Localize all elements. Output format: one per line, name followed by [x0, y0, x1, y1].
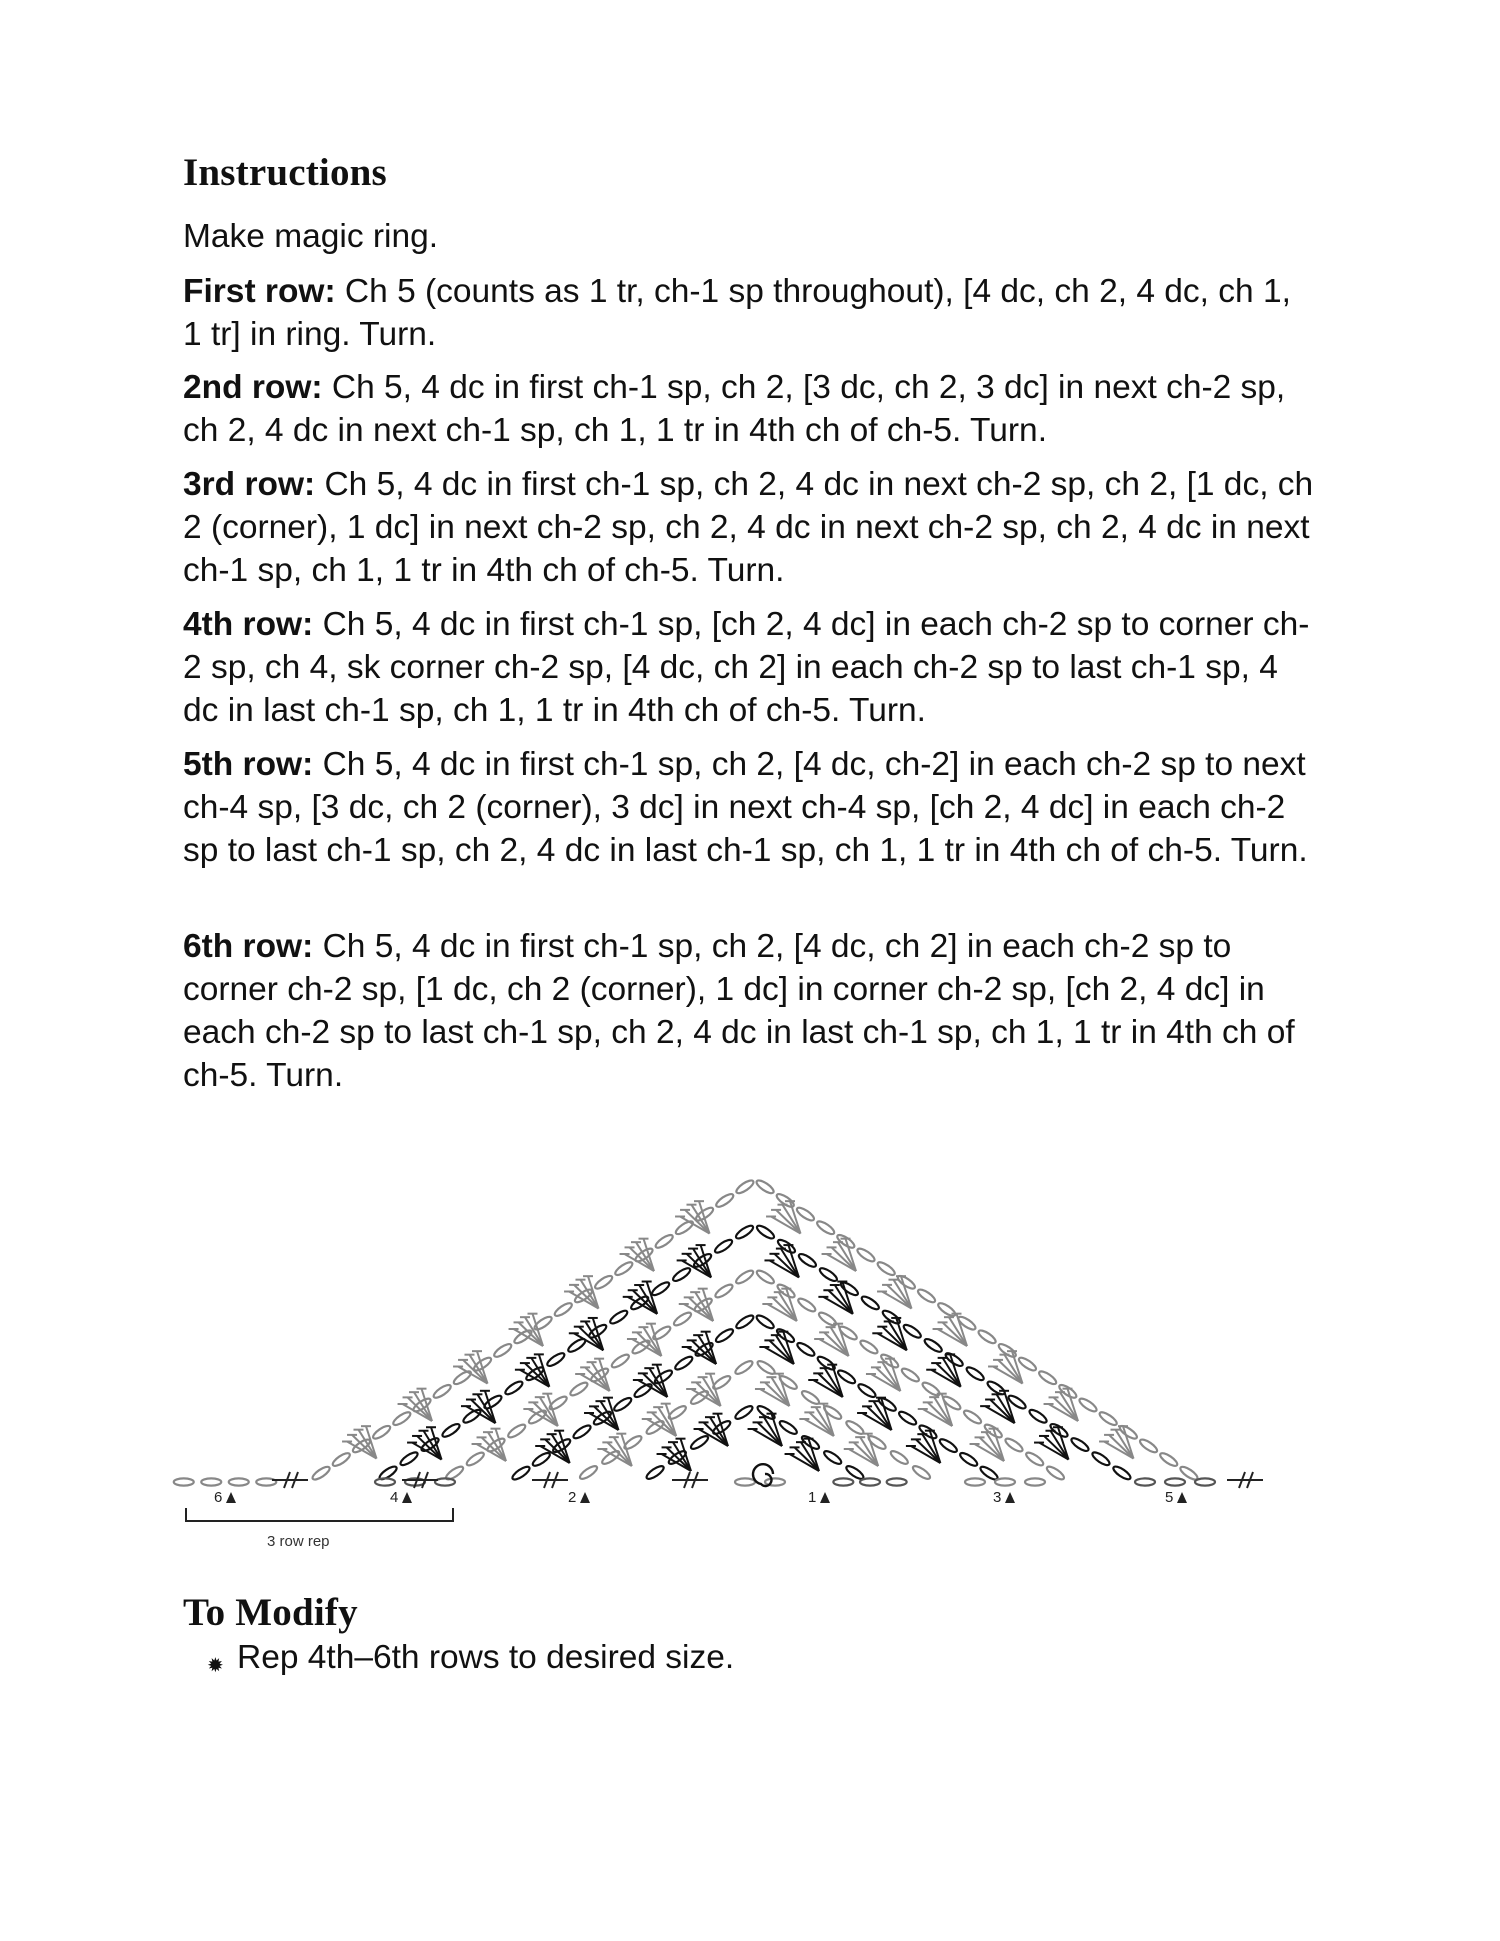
chain-stitch-mark	[833, 1478, 853, 1485]
row-start-arrow-icon	[820, 1492, 830, 1503]
chain-stitch-mark	[399, 1450, 420, 1467]
row-instruction-6	[183, 925, 1318, 1097]
chain-stitch-mark	[633, 1382, 654, 1399]
chain-stitch-mark	[714, 1327, 735, 1344]
chain-stitch-mark	[734, 1268, 755, 1285]
row-start-arrow-icon	[402, 1492, 412, 1503]
chain-stitch-mark	[546, 1351, 567, 1368]
row-start-arrow-icon	[1177, 1492, 1187, 1503]
chain-stitch-mark	[800, 1389, 821, 1406]
chain-stitch-mark	[958, 1451, 979, 1468]
chain-stitch-mark	[432, 1383, 453, 1400]
repeat-label: 3 row rep	[267, 1533, 330, 1550]
chain-stitch-mark	[818, 1266, 839, 1283]
chain-stitch-mark	[755, 1313, 776, 1330]
chain-stitch-mark	[755, 1268, 776, 1285]
chain-stitch-mark	[797, 1252, 818, 1269]
chain-stitch-mark	[671, 1266, 692, 1283]
row-marker-6	[214, 1489, 236, 1506]
chain-stitch-mark	[857, 1382, 878, 1399]
chain-stitch-mark	[902, 1323, 923, 1340]
chain-stitch-mark	[1135, 1478, 1155, 1485]
row-text: Ch 5, 4 dc in first ch-1 sp, ch 2, [4 dc, ch-2] in each ch-2 sp to next ch-4 sp, [3 dc, ch 2 (corner), 3 dc] in next ch-4 sp, [ch 2, 4 dc] in each ch-2 sp to last ch-1 sp, ch 2, 4 dc in last ch-1 sp, ch 1, 1 tr in 4th ch of ch-5. Turn.	[183, 746, 1308, 869]
chain-stitch-mark	[734, 1404, 755, 1421]
row-marker-label: 5	[1165, 1489, 1174, 1506]
chain-stitch-mark	[578, 1464, 599, 1481]
row-label: First row:	[183, 273, 336, 310]
chain-stitch-mark	[569, 1380, 590, 1397]
chain-stitch-mark	[572, 1423, 593, 1440]
row-start-arrow-icon	[580, 1492, 590, 1503]
repeat-bracket	[186, 1508, 453, 1521]
chain-stitch-mark	[1112, 1464, 1133, 1481]
modify-heading: To Modify	[183, 1591, 358, 1634]
row-marker-5	[1165, 1489, 1187, 1506]
chain-stitch-mark	[735, 1178, 756, 1195]
row-text: Ch 5, 4 dc in first ch-1 sp, ch 2, [4 dc, ch 2] in each ch-2 sp to corner ch-2 sp, [1 dc, ch 2 (corner), 1 dc] in corner ch-2 sp, [ch 2, 4 dc] in each ch-2 sp to last ch-1 sp, ch 2, 4 dc in last ch-1 sp, ch 1, 1 tr in 4th ch of ch-5. Turn.	[183, 928, 1295, 1094]
chain-stitch-mark	[714, 1282, 735, 1299]
chain-stitch-mark	[1195, 1478, 1215, 1485]
chain-stitch-mark	[608, 1309, 629, 1326]
chain-stitch-mark	[918, 1423, 939, 1440]
chain-stitch-mark	[897, 1410, 918, 1427]
chain-stitch-mark	[311, 1465, 332, 1482]
row-instruction-5	[183, 743, 1318, 872]
chain-stitch-mark	[714, 1192, 735, 1209]
chain-stitch-mark	[962, 1408, 983, 1425]
chain-stitch-mark	[1024, 1450, 1045, 1467]
chain-stitch-mark	[756, 1359, 777, 1376]
chain-stitch-mark	[689, 1434, 710, 1451]
row-start-arrow-icon	[226, 1492, 236, 1503]
row-instruction-3	[183, 463, 1318, 592]
chain-stitch-mark	[822, 1449, 843, 1466]
row-label: 2nd row:	[183, 369, 323, 406]
chain-stitch-mark	[977, 1328, 998, 1345]
chain-stitch-mark	[938, 1437, 959, 1454]
chain-stitch-mark	[776, 1238, 797, 1255]
chain-stitch-mark	[1070, 1436, 1091, 1453]
chain-stitch-mark	[375, 1478, 395, 1485]
chain-stitch-mark	[1037, 1369, 1058, 1386]
chain-stitch-mark	[511, 1465, 532, 1482]
row-marker-label: 4	[390, 1489, 399, 1506]
chain-stitch-mark	[492, 1342, 513, 1359]
chain-stitch-mark	[1045, 1464, 1066, 1481]
chain-stitch-mark	[1078, 1396, 1099, 1413]
chain-stitch-mark	[1098, 1410, 1119, 1427]
chain-stitch-mark	[900, 1366, 921, 1383]
chain-stitch-mark	[672, 1310, 693, 1327]
chain-stitch-mark	[1158, 1451, 1179, 1468]
chain-stitch-mark	[593, 1274, 614, 1291]
modify-list	[207, 1636, 734, 1679]
chain-stitch-mark	[778, 1419, 799, 1436]
chain-stitch-mark	[889, 1449, 910, 1466]
chain-stitch-mark	[734, 1359, 755, 1376]
row-marker-label: 3	[993, 1489, 1002, 1506]
chain-stitch-mark	[673, 1355, 694, 1372]
chain-stitch-mark	[911, 1464, 932, 1481]
chain-stitch-mark	[392, 1410, 413, 1427]
row-text: Ch 5 (counts as 1 tr, ch-1 sp throughout), [4 dc, ch 2, 4 dc, ch 1, 1 tr] in ring. Turn.	[183, 273, 1291, 353]
chain-stitch-mark	[796, 1296, 817, 1313]
row-marker-label: 2	[568, 1489, 577, 1506]
chain-stitch-mark	[1028, 1408, 1049, 1425]
chain-stitch-mark	[614, 1260, 635, 1277]
list-item	[207, 1636, 734, 1679]
chain-stitch-mark	[201, 1478, 221, 1485]
row-label: 4th row:	[183, 606, 314, 643]
chain-stitch-mark	[735, 1478, 755, 1485]
row-marker-4	[390, 1489, 412, 1506]
chain-stitch-mark	[1004, 1436, 1025, 1453]
chain-stitch-mark	[735, 1313, 756, 1330]
row-marker-label: 1	[808, 1489, 817, 1506]
row-instruction-1	[183, 270, 1318, 356]
chain-stitch-mark	[916, 1287, 937, 1304]
chain-stitch-mark	[795, 1206, 816, 1223]
stitch-art	[174, 1178, 1263, 1488]
list-item-text: Rep 4th–6th rows to desired size.	[237, 1639, 735, 1676]
chain-stitch-mark	[860, 1294, 881, 1311]
chain-stitch-mark	[674, 1219, 695, 1236]
chain-stitch-mark	[796, 1341, 817, 1358]
chain-stitch-mark	[859, 1338, 880, 1355]
chain-stitch-mark	[921, 1380, 942, 1397]
chain-stitch-mark	[612, 1396, 633, 1413]
row-instruction-2	[183, 366, 1318, 452]
chain-stitch-mark	[465, 1450, 486, 1467]
chain-stitch-mark	[1091, 1450, 1112, 1467]
chain-stitch-mark	[817, 1310, 838, 1327]
row-text: Ch 5, 4 dc in first ch-1 sp, ch 2, 4 dc in next ch-2 sp, ch 2, [1 dc, ch 2 (corner), 1 dc] in next ch-2 sp, ch 2, 4 dc in next ch-2 sp, ch 2, 4 dc in next ch-1 sp, ch 1, 1 tr in 4th ch of ch-5. Turn.	[183, 466, 1314, 589]
row-instruction-4	[183, 603, 1318, 732]
row-label: 6th row:	[183, 928, 314, 965]
chain-stitch-mark	[645, 1464, 666, 1481]
row-text: Ch 5, 4 dc in first ch-1 sp, [ch 2, 4 dc] in each ch-2 sp to corner ch-2 sp, ch 4, sk corner ch-2 sp, [4 dc, ch 2] in each ch-2 sp to last ch-1 sp, 4 dc in last ch-1 sp, ch 1, 1 tr in 4th ch of ch-5. Turn.	[183, 606, 1310, 729]
chain-stitch-mark	[331, 1451, 352, 1468]
bullet-icon: ✹	[207, 1655, 224, 1677]
chain-stitch-mark	[1025, 1478, 1045, 1485]
chain-stitch-mark	[995, 1478, 1015, 1485]
row-text: Ch 5, 4 dc in first ch-1 sp, ch 2, [3 dc, ch 2, 3 dc] in next ch-2 sp, ch 2, 4 dc in next ch-1 sp, ch 1, 1 tr in 4th ch of ch-5. Turn.	[183, 369, 1286, 449]
row-marker-2	[568, 1489, 590, 1506]
chain-stitch-mark	[856, 1246, 877, 1263]
chain-stitch-mark	[441, 1422, 462, 1439]
chain-stitch-mark	[504, 1379, 525, 1396]
chain-stitch-mark	[1165, 1478, 1185, 1485]
chain-stitch-mark	[755, 1178, 776, 1195]
chain-stitch-mark	[860, 1478, 880, 1485]
row-marker-label: 6	[214, 1489, 223, 1506]
chain-stitch-mark	[174, 1478, 194, 1485]
chain-stitch-mark	[936, 1301, 957, 1318]
chain-stitch-mark	[845, 1419, 866, 1436]
chain-stitch-mark	[713, 1238, 734, 1255]
chain-stitch-mark	[229, 1478, 249, 1485]
row-marker-1	[808, 1489, 830, 1506]
chain-stitch-mark	[887, 1478, 907, 1485]
chain-stitch-mark	[965, 1365, 986, 1382]
chain-stitch-mark	[923, 1337, 944, 1354]
instructions-heading: Instructions	[183, 151, 387, 194]
chain-stitch-mark	[610, 1352, 631, 1369]
chain-stitch-mark	[506, 1422, 527, 1439]
row-label: 3rd row:	[183, 466, 316, 503]
row-label: 5th row:	[183, 746, 314, 783]
chain-stitch-mark	[371, 1424, 392, 1441]
chain-stitch-mark	[650, 1280, 671, 1297]
chain-stitch-mark	[452, 1369, 473, 1386]
chain-stitch-mark	[836, 1368, 857, 1385]
chain-stitch-mark	[553, 1301, 574, 1318]
intro-text: Make magic ring.	[183, 218, 439, 255]
chain-stitch-mark	[815, 1219, 836, 1236]
chain-stitch-mark	[755, 1224, 776, 1241]
crochet-stitch-diagram	[170, 1130, 1330, 1550]
row-start-arrow-icon	[1005, 1492, 1015, 1503]
magic-ring-icon	[753, 1464, 773, 1486]
row-marker-3	[993, 1489, 1015, 1506]
chain-stitch-mark	[654, 1233, 675, 1250]
chain-stitch-mark	[734, 1224, 755, 1241]
chain-stitch-mark	[531, 1451, 552, 1468]
chain-stitch-mark	[1138, 1437, 1159, 1454]
chain-stitch-mark	[876, 1260, 897, 1277]
chain-stitch-mark	[965, 1478, 985, 1485]
chain-stitch-mark	[1017, 1356, 1038, 1373]
